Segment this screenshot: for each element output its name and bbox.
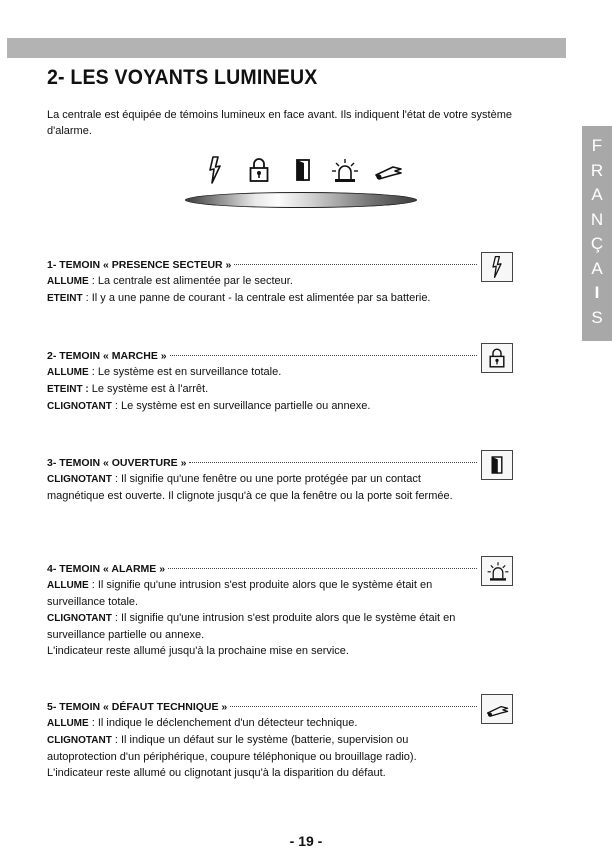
lightning-icon <box>203 155 227 185</box>
language-letter: R <box>590 160 604 180</box>
line-label: CLIGNOTANT <box>47 401 112 412</box>
leader-dots <box>168 568 477 569</box>
section-line <box>47 273 477 290</box>
section-line <box>47 643 477 659</box>
language-letter: I <box>594 283 600 302</box>
language-letter: N <box>590 209 604 229</box>
intro-text: La centrale est équipée de témoins lumineux en face avant. Ils indiquent l'état de votre système d'alarme. <box>47 109 512 137</box>
door-icon <box>291 155 315 185</box>
line-text: : Il y a une panne de courant - la centrale est alimentée par sa batterie. <box>82 292 431 304</box>
section-line <box>47 381 477 398</box>
wrench-icon <box>373 155 405 185</box>
section-line <box>47 715 477 732</box>
section-line <box>47 364 477 381</box>
line-text: : Il signifie qu'une intrusion s'est produite alors que le système était en surveillance partielle ou annexe. <box>47 612 456 641</box>
leader-dots <box>230 706 477 707</box>
leader-dots <box>189 462 477 463</box>
door-icon <box>485 453 509 477</box>
section-defaut-technique <box>47 699 477 781</box>
section-line <box>47 610 477 643</box>
language-letter: A <box>591 185 603 204</box>
section-line <box>47 398 477 415</box>
section-line <box>47 577 477 610</box>
indicator-box-wrench <box>481 694 513 724</box>
indicator-box-door <box>481 450 513 480</box>
leader-dots <box>234 264 477 265</box>
page-title: 2- LES VOYANTS LUMINEUX <box>47 66 318 89</box>
lightning-icon <box>485 255 509 279</box>
section-line <box>47 290 477 307</box>
indicator-box-lightning <box>481 252 513 282</box>
line-label: ALLUME <box>47 580 89 591</box>
language-letter: A <box>591 258 603 278</box>
line-text: L'indicateur reste allumé ou clignotant jusqu'à la disparition du défaut. <box>47 767 386 779</box>
siren-icon <box>331 155 359 185</box>
language-letter: S <box>591 307 603 327</box>
line-label: ETEINT : <box>47 384 89 395</box>
language-letter: F <box>591 136 603 155</box>
line-label: ALLUME <box>47 276 89 287</box>
section-ouverture <box>47 455 477 504</box>
line-label: ALLUME <box>47 367 89 378</box>
line-text: : La centrale est alimentée par le secteur. <box>88 275 293 287</box>
section-line <box>47 765 477 781</box>
page-number: - 19 - <box>289 833 323 849</box>
line-label: CLIGNOTANT <box>47 613 112 624</box>
line-text: : Le système est en surveillance partielle ou annexe. <box>111 400 371 412</box>
padlock-icon <box>247 155 271 185</box>
line-text: Le système est à l'arrêt. <box>88 383 209 395</box>
front-panel-icons <box>203 155 403 187</box>
section-alarme <box>47 561 477 659</box>
section-line <box>47 471 477 504</box>
wrench-icon <box>485 697 511 721</box>
line-label: ETEINT <box>47 293 83 304</box>
section-presence-secteur <box>47 257 477 307</box>
section-title: 3- TEMOIN « OUVERTURE » <box>47 457 187 469</box>
line-text: : Il indique un défaut sur le système (batterie, supervision ou autoprotection d'un périphérique, coupure téléphonique ou brouillage radio). <box>47 734 417 763</box>
padlock-icon <box>485 346 509 370</box>
section-title: 1- TEMOIN « PRESENCE SECTEUR » <box>47 259 232 271</box>
language-tab <box>582 126 612 341</box>
siren-icon <box>485 559 511 583</box>
line-text: : Le système est en surveillance totale. <box>88 366 282 378</box>
line-label: CLIGNOTANT <box>47 474 112 485</box>
line-text: : Il indique le déclenchement d'un détecteur technique. <box>88 717 358 729</box>
indicator-box-padlock <box>481 343 513 373</box>
section-title: 5- TEMOIN « DÉFAUT TECHNIQUE » <box>47 701 228 713</box>
header-bar <box>7 38 566 58</box>
section-title: 2- TEMOIN « MARCHE » <box>47 350 167 362</box>
leader-dots <box>170 355 477 356</box>
line-label: CLIGNOTANT <box>47 735 112 746</box>
line-text: : Il signifie qu'une fenêtre ou une porte protégée par un contact magnétique est ouverte. Il clignote jusqu'à ce que la fenêtre ou la porte soit fermée. <box>47 473 453 502</box>
section-marche <box>47 348 477 415</box>
indicator-box-siren <box>481 556 513 586</box>
line-text: L'indicateur reste allumé jusqu'à la prochaine mise en service. <box>47 645 349 657</box>
section-line <box>47 732 477 765</box>
language-letter: Ç <box>590 234 604 253</box>
line-label: ALLUME <box>47 718 89 729</box>
led-window <box>185 192 417 208</box>
section-title: 4- TEMOIN « ALARME » <box>47 563 166 575</box>
line-text: : Il signifie qu'une intrusion s'est produite alors que le système était en surveillance totale. <box>47 579 433 608</box>
